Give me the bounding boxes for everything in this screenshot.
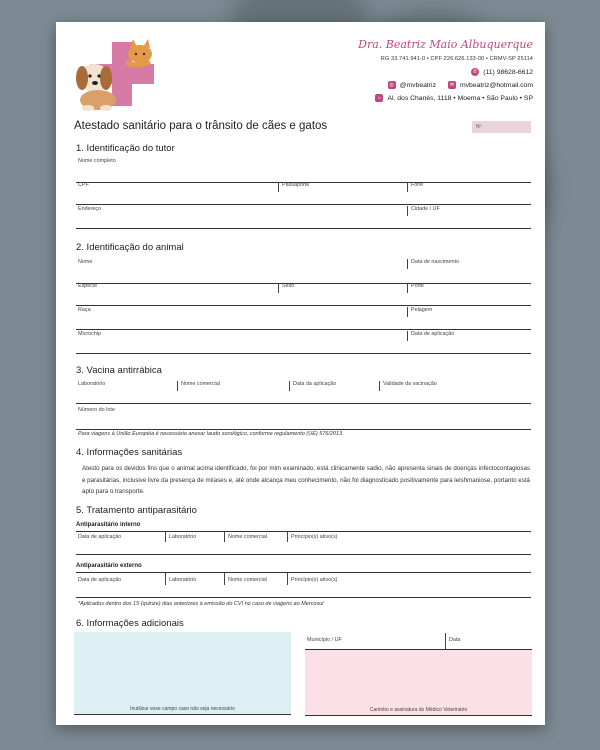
internal-antiparasitic-row[interactable]: [76, 531, 531, 555]
passport-label: Passaporte: [282, 182, 310, 188]
city-date-row[interactable]: [305, 633, 532, 650]
email-icon: ✉: [449, 82, 455, 88]
divider: [407, 331, 408, 341]
external-date-label: Data de aplicação: [78, 577, 122, 583]
section-4-heading: 4. Informações sanitárias: [76, 447, 183, 458]
divider: [165, 573, 166, 585]
municipality-label: Município / UF: [307, 637, 342, 643]
species-label: Espécie: [78, 283, 98, 289]
doctor-name: Dra. Beatriz Maio Albuquerque: [358, 38, 533, 51]
cpf-label: CPF: [78, 182, 89, 188]
section-6-heading: 6. Informações adicionais: [76, 618, 184, 629]
doctor-phone: (11) 98628-6612: [483, 68, 533, 76]
external-active-label: Princípio(s) ativo(s): [291, 577, 338, 583]
vaccine-lot-label: Número do lote: [78, 407, 115, 413]
divider: [407, 206, 408, 216]
external-antiparasitic-row[interactable]: [76, 572, 531, 598]
clinic-logo: [68, 34, 168, 112]
internal-active-label: Princípio(s) ativo(s): [291, 534, 338, 540]
tutor-name-row[interactable]: [76, 158, 531, 183]
vaccine-row[interactable]: [76, 381, 531, 404]
chip-application-date-label: Data de aplicação: [411, 331, 455, 337]
animal-breed-row[interactable]: [76, 307, 531, 330]
certificate-number-field[interactable]: Nº: [472, 121, 531, 133]
section-5-heading: 5. Tratamento antiparasitário: [76, 505, 197, 516]
mercosul-note: *Aplicados dentro dos 15 (quinze) dias anteriores à emissão do CVI no caso de viagens ao Mercosul: [78, 601, 324, 607]
tutor-docs-row[interactable]: [76, 182, 531, 205]
animal-name-label: Nome: [78, 259, 93, 265]
divider: [287, 573, 288, 585]
social-row: [358, 81, 533, 89]
animal-microchip-row[interactable]: [76, 331, 531, 354]
address-row: [358, 94, 533, 102]
additional-info-box[interactable]: [74, 632, 291, 715]
certificate-sheet: [56, 22, 545, 725]
city-label: Cidade / UF: [411, 206, 440, 212]
divider: [407, 182, 408, 192]
divider: [224, 573, 225, 585]
animal-species-row[interactable]: [76, 283, 531, 306]
tutor-name-label: Nome completo: [78, 158, 116, 164]
divider: [445, 633, 446, 649]
birth-date-label: Data de nascimento: [411, 259, 459, 265]
vaccine-lab-label: Laboratório: [78, 381, 106, 387]
vaccine-commercial-label: Nome comercial: [181, 381, 220, 387]
external-lab-label: Laboratório: [169, 577, 197, 583]
date-label: Data: [449, 637, 461, 643]
eu-travel-note: Para viagens à União Européia é necessário anexar laudo sorológico, conforme regulamento (UE) 576/2013: [78, 431, 343, 437]
health-statement: Atesto para os devidos fins que o animal acima identificado, foi por mim examinado, está clinicamente sadio, não apresenta sinais de doenças infectocontagiosas e parasitárias, inclusive livre da presença de miíases e, até onde alcança meu conhecimento, não foi diagnosticado positivamente para leishmaniose, portanto está apto para o transporte.: [82, 465, 530, 495]
internal-antiparasitic-heading: Antiparasitário interno: [76, 522, 141, 528]
instagram-icon: ◎: [389, 82, 394, 88]
vaccine-lot-row[interactable]: [76, 407, 531, 430]
vaccine-date-label: Data da aplicação: [293, 381, 337, 387]
doctor-email: mvbeatriz@hotmail.com: [459, 81, 533, 89]
doctor-instagram: @mvbeatriz: [399, 81, 436, 89]
divider: [278, 182, 279, 192]
doctor-registrations: RG 33.741.941-0 • CPF 226.626.133-00 • CRMV-SP 25114: [380, 56, 533, 62]
breed-label: Raça: [78, 307, 91, 313]
external-commercial-label: Nome comercial: [228, 577, 267, 583]
section-2-heading: 2. Identificação do animal: [76, 242, 184, 253]
doctor-address: Al. dos Chanés, 1118 • Moema • São Paulo • SP: [387, 94, 533, 102]
divider: [289, 381, 290, 391]
divider: [287, 532, 288, 542]
internal-commercial-label: Nome comercial: [228, 534, 267, 540]
divider: [407, 259, 408, 269]
divider: [177, 381, 178, 391]
doctor-header: [358, 38, 533, 102]
divider: [379, 381, 380, 391]
divider: [407, 307, 408, 317]
address-label: Endereço: [78, 206, 102, 212]
location-icon: ⌂: [375, 94, 383, 102]
section-1-heading: 1. Identificação do tutor: [76, 143, 175, 154]
vaccine-validity-label: Validade da vacinação: [383, 381, 437, 387]
additional-info-caption: Inutilizar esse campo caso não seja necessário: [130, 706, 235, 712]
internal-date-label: Data de aplicação: [78, 534, 122, 540]
animal-name-row[interactable]: [76, 259, 531, 284]
coat-label: Pelagem: [411, 307, 433, 313]
whatsapp-icon: ✆: [473, 69, 478, 75]
divider: [224, 532, 225, 542]
stamp-caption: Carimbo e assinatura do Médico Veterinário: [369, 707, 468, 713]
microchip-label: Microchip: [78, 331, 102, 337]
puppy-illustration: [76, 64, 116, 111]
divider: [407, 283, 408, 293]
external-antiparasitic-heading: Antiparasitário externo: [76, 563, 142, 569]
tutor-address-row[interactable]: [76, 206, 531, 229]
phone-row: [358, 68, 533, 76]
sex-label: Sexo: [282, 283, 295, 289]
divider: [165, 532, 166, 542]
phone-label: Fone: [411, 182, 424, 188]
document-title: Atestado sanitário para o trânsito de cães e gatos: [74, 120, 328, 132]
internal-lab-label: Laboratório: [169, 534, 197, 540]
divider: [278, 283, 279, 293]
section-3-heading: 3. Vacina antirrábica: [76, 365, 162, 376]
size-label: Porte: [411, 283, 424, 289]
